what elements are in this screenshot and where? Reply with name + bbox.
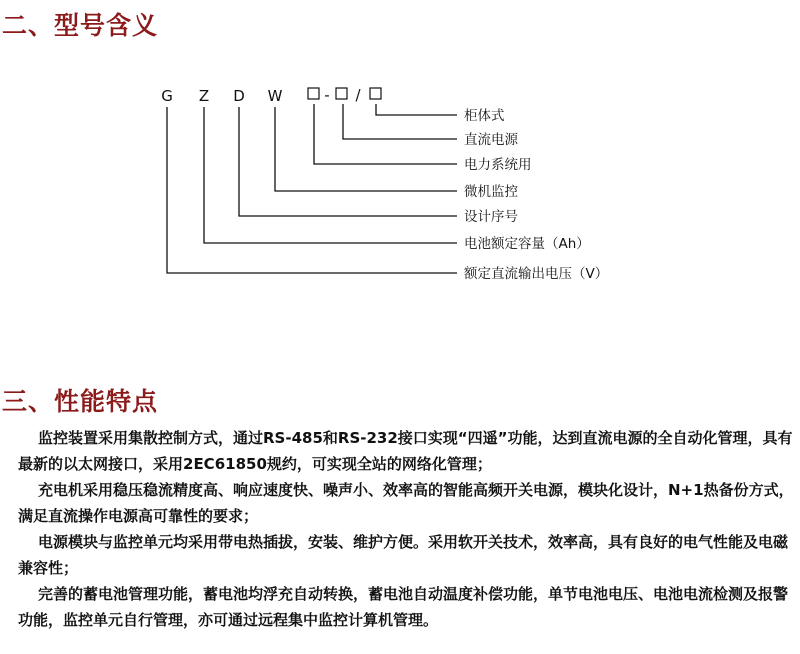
code-letter-z: Z — [198, 87, 210, 105]
leader-line-microcomputer — [275, 107, 457, 191]
leader-line-design-number — [239, 107, 457, 216]
code-letter-g: G — [161, 87, 173, 105]
code-dash: - — [324, 86, 330, 104]
feature-paragraph-hot-swap: 电源模块与监控单元均采用带电热插拔，安装、维护方便。采用软开关技术，效率高，具有良好的电气性能及电磁兼容性； — [18, 533, 789, 577]
features-body — [18, 425, 800, 633]
leader-line-voltage — [167, 107, 457, 273]
code-letter-d: D — [233, 87, 245, 105]
legend-label-power-system: 电力系统用 — [464, 157, 532, 173]
feature-paragraph-battery: 完善的蓄电池管理功能，蓄电池均浮充自动转换，蓄电池自动温度补偿功能，单节电池电压、电池电流检测及报警功能，监控单元自行管理，亦可通过远程集中监控计算机管理。 — [18, 585, 789, 629]
feature-paragraph-charger: 充电机采用稳压稳流精度高、响应速度快、噪声小、效率高的智能高频开关电源，模块化设计，N+1热备份方式，满足直流操作电源高可靠性的要求； — [18, 481, 794, 525]
leader-line-power-system — [314, 104, 457, 164]
legend-label-dc-power: 直流电源 — [464, 132, 518, 148]
feature-paragraph-monitoring: 监控装置采用集散控制方式，通过RS-485和RS-232接口实现“四遥”功能，达到直流电源的全自动化管理，具有最新的以太网接口，采用2EC61850规约，可实现全站的网络化管理； — [18, 429, 793, 473]
leader-line-dc-power — [343, 104, 457, 139]
placeholder-box-2 — [336, 88, 347, 99]
legend-label-cabinet: 柜体式 — [464, 108, 505, 124]
legend-label-design-number: 设计序号 — [464, 209, 518, 225]
legend-label-capacity: 电池额定容量（Ah） — [464, 236, 590, 252]
leader-line-cabinet — [376, 104, 457, 115]
section-title-features: 三、性能特点 — [2, 387, 159, 416]
leader-line-capacity — [204, 107, 457, 243]
legend-label-microcomputer: 微机监控 — [464, 184, 518, 200]
code-slash: / — [355, 86, 361, 104]
section-title-model-meaning: 二、型号含义 — [2, 11, 159, 40]
placeholder-box-3 — [370, 88, 381, 99]
legend-label-voltage: 额定直流输出电压（V） — [464, 266, 609, 282]
code-letter-w: W — [267, 87, 283, 105]
placeholder-box-1 — [308, 88, 319, 99]
